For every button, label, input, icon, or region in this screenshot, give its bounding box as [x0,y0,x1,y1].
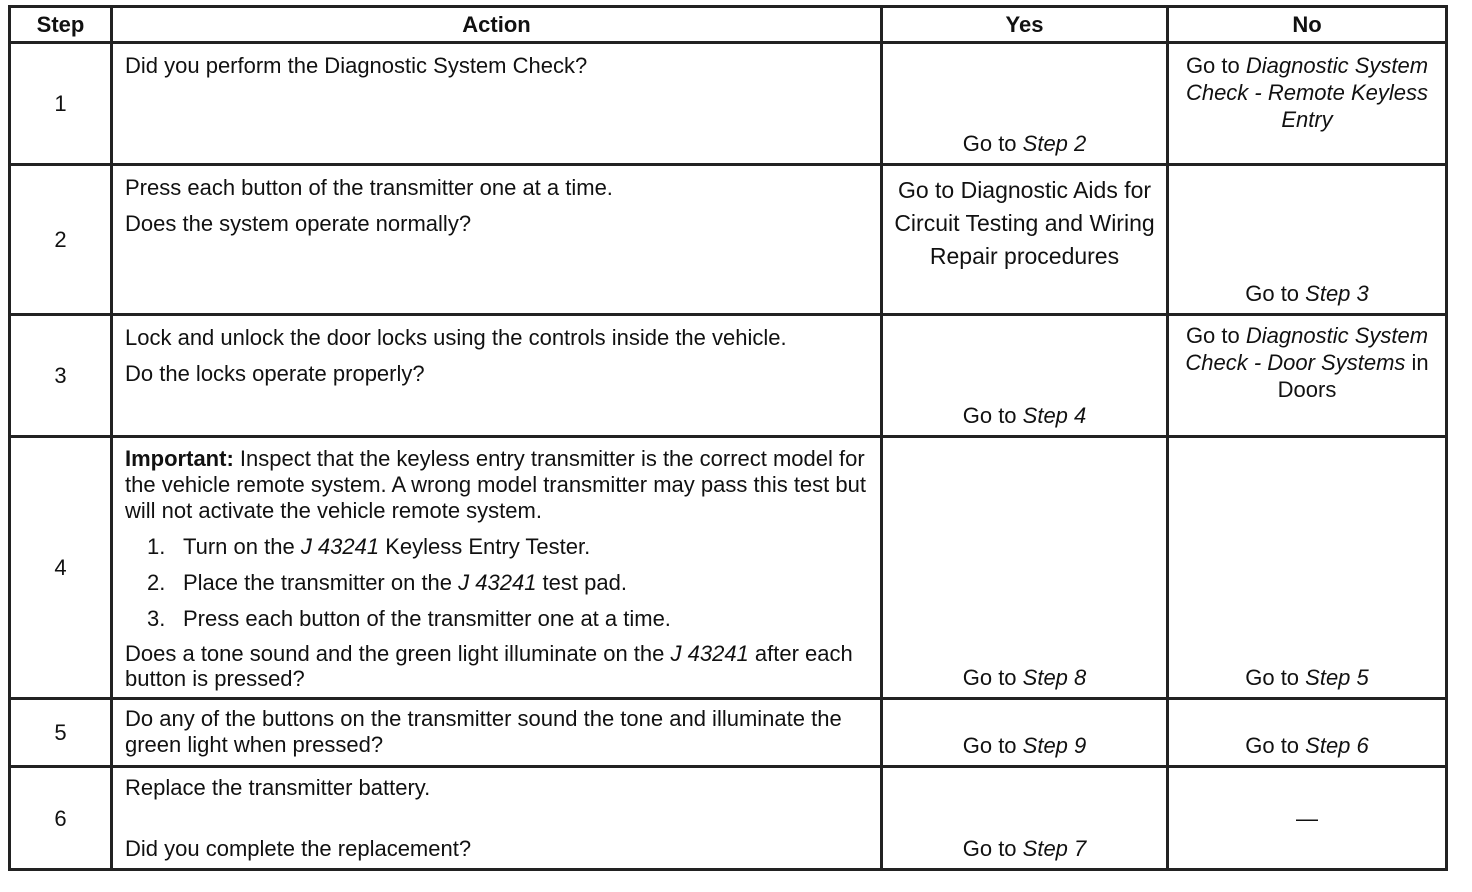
no-cell [1168,315,1447,437]
yes-step-link[interactable]: Step 7 [1022,836,1087,861]
yes-step-link[interactable]: Step 8 [1022,665,1087,690]
yes-prefix: Go to [962,403,1023,428]
action-cell [112,315,882,437]
diagnostic-table [8,5,1448,871]
action-cell [112,165,882,315]
step-number: 2 [10,165,112,315]
table-row [10,43,1447,165]
header-yes: Yes [882,7,1168,43]
no-prefix: Go to [1245,281,1306,306]
yes-step-link[interactable]: Step 9 [1022,733,1087,758]
header-row [10,7,1447,43]
important-text: Inspect that the keyless entry transmitter is the correct model for the vehicle remote system. A wrong model transmitter may pass this test but will not activate the vehicle remote system. [125,446,866,523]
step-number: 4 [10,437,112,699]
action-text: Lock and unlock the door locks using the controls inside the vehicle. [125,325,787,350]
yes-step-link[interactable]: Step 4 [1022,403,1087,428]
yes-prefix: Go to [962,733,1023,758]
step-number: 3 [10,315,112,437]
no-link[interactable]: Diagnostic System Check - Remote Keyless Entry [1185,53,1429,132]
list-number: 3. [147,606,166,631]
diagnostic-table-container [8,5,1445,871]
list-text: Turn on the J 43241 Keyless Entry Tester. [183,534,591,559]
action-cell [112,699,882,767]
no-prefix: Go to [1245,733,1306,758]
no-prefix: Go to [1245,665,1306,690]
yes-cell [882,315,1168,437]
table-row [10,315,1447,437]
header-no: No [1168,7,1447,43]
yes-cell [882,437,1168,699]
action-text: Did you perform the Diagnostic System Check? [125,53,588,78]
header-action: Action [112,7,882,43]
action-cell [112,767,882,870]
yes-prefix: Go to [962,836,1023,861]
no-prefix: Go to [1185,53,1246,78]
no-prefix: Go to [1185,323,1246,348]
list-number: 1. [147,534,166,559]
no-suffix: in Doors [1277,350,1429,402]
no-step-link[interactable]: Step 6 [1305,733,1369,758]
table-row [10,437,1447,699]
yes-diagnostic-aids-link[interactable]: Go to Diagnostic Aids for Circuit Testing and Wiring Repair procedures [894,177,1155,269]
yes-cell [882,43,1168,165]
action-question: Do the locks operate properly? [125,361,425,386]
no-step-link[interactable]: Step 5 [1305,665,1369,690]
list-text: Place the transmitter on the J 43241 test pad. [183,570,627,595]
table-row [10,165,1447,315]
list-item [147,569,870,596]
list-item [147,605,870,632]
yes-step-link[interactable]: Step 2 [1022,131,1087,156]
action-text: Do any of the buttons on the transmitter sound the tone and illuminate the green light when pressed? [125,706,842,757]
action-cell [112,437,882,699]
yes-cell [882,699,1168,767]
yes-cell [882,767,1168,870]
no-step-link[interactable]: Step 3 [1305,281,1369,306]
no-dash: — [1296,805,1318,831]
header-step: Step [10,7,112,43]
step-number: 6 [10,767,112,870]
action-text: Replace the transmitter battery. [125,775,431,800]
list-number: 2. [147,570,166,595]
table-row [10,767,1447,870]
no-cell [1168,767,1447,870]
action-question: Does a tone sound and the green light illuminate on the J 43241 after each button is pressed? [125,641,853,691]
yes-prefix: Go to [962,665,1023,690]
no-cell [1168,43,1447,165]
action-question: Does the system operate normally? [125,211,472,236]
list-text: Press each button of the transmitter one at a time. [183,606,671,631]
action-question: Did you complete the replacement? [125,836,472,861]
action-cell [112,43,882,165]
important-note [125,446,870,524]
no-cell [1168,437,1447,699]
no-cell [1168,165,1447,315]
yes-cell [882,165,1168,315]
important-label: Important: [125,446,234,471]
step-number: 5 [10,699,112,767]
procedure-list [125,533,870,632]
action-text: Press each button of the transmitter one at a time. [125,175,613,200]
list-item [147,533,870,560]
step-number: 1 [10,43,112,165]
yes-prefix: Go to [962,131,1023,156]
table-row [10,699,1447,767]
no-link[interactable]: Diagnostic System Check - Door Systems [1185,323,1429,375]
no-cell [1168,699,1447,767]
